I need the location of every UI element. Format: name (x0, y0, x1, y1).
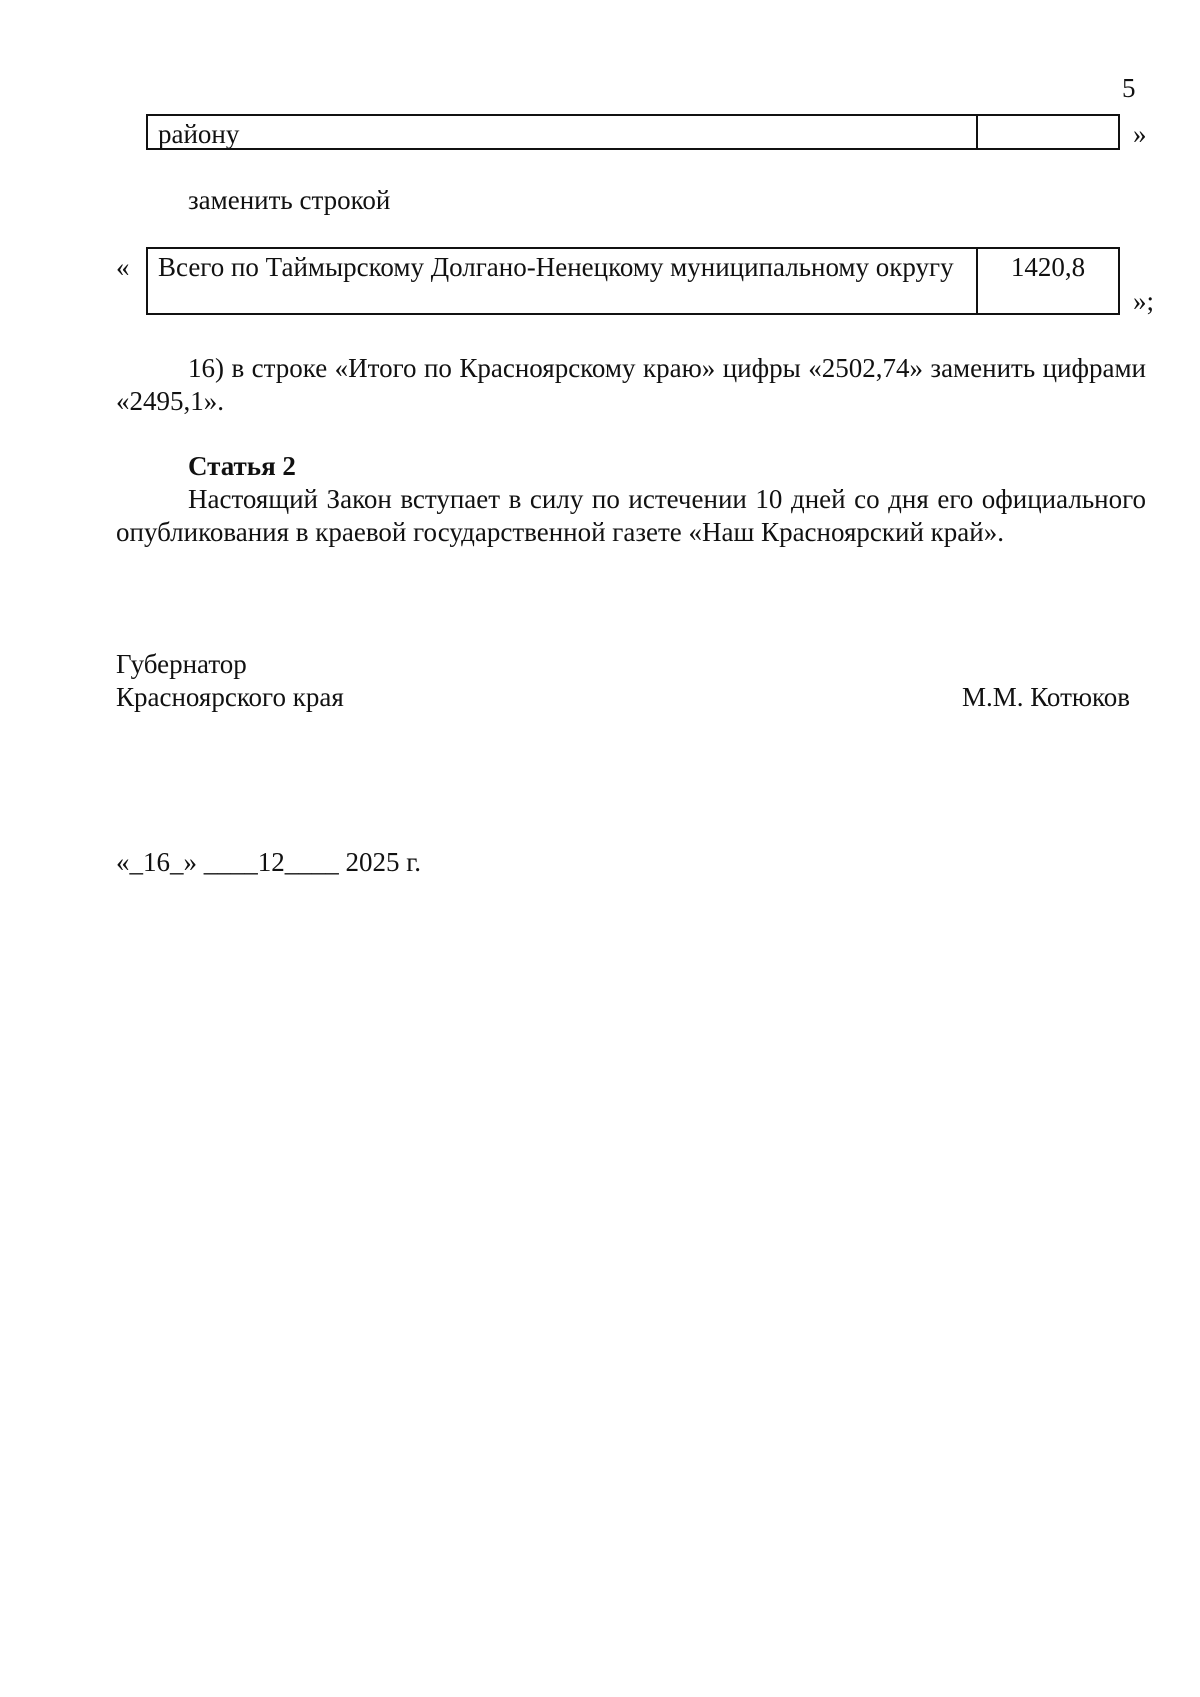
open-quote: « (116, 252, 130, 282)
table-cell-value: 1420,8 (1010, 252, 1086, 282)
table-row-old (146, 114, 1120, 150)
close-quote: »; (1133, 286, 1155, 316)
signature-title-line1: Губернатор (116, 649, 247, 679)
close-quote: » (1133, 119, 1147, 149)
table-cell-label: Всего по Таймырскому Долгано-Ненецкому муниципальному округу (148, 249, 978, 313)
replace-instruction: заменить строкой (188, 185, 391, 215)
table-cell-label: району (148, 116, 978, 148)
signature-name: М.М. Котюков (962, 682, 1131, 712)
page-number: 5 (1122, 73, 1136, 103)
date-line: «_16_» ____12____ 2025 г. (116, 847, 422, 877)
signature-title-line2: Красноярского края (116, 682, 344, 712)
article-heading: Статья 2 (188, 451, 296, 481)
table-row-new (146, 247, 1120, 315)
article-body: Настоящий Закон вступает в силу по истечении 10 дней со дня его официального опубликования в краевой государственной газете «Наш Красноярский край». (116, 484, 1146, 547)
item-16-paragraph: 16) в строке «Итого по Красноярскому краю» цифры «2502,74» заменить цифрами «2495,1». (116, 353, 1146, 416)
table-cell-value (978, 116, 1118, 148)
